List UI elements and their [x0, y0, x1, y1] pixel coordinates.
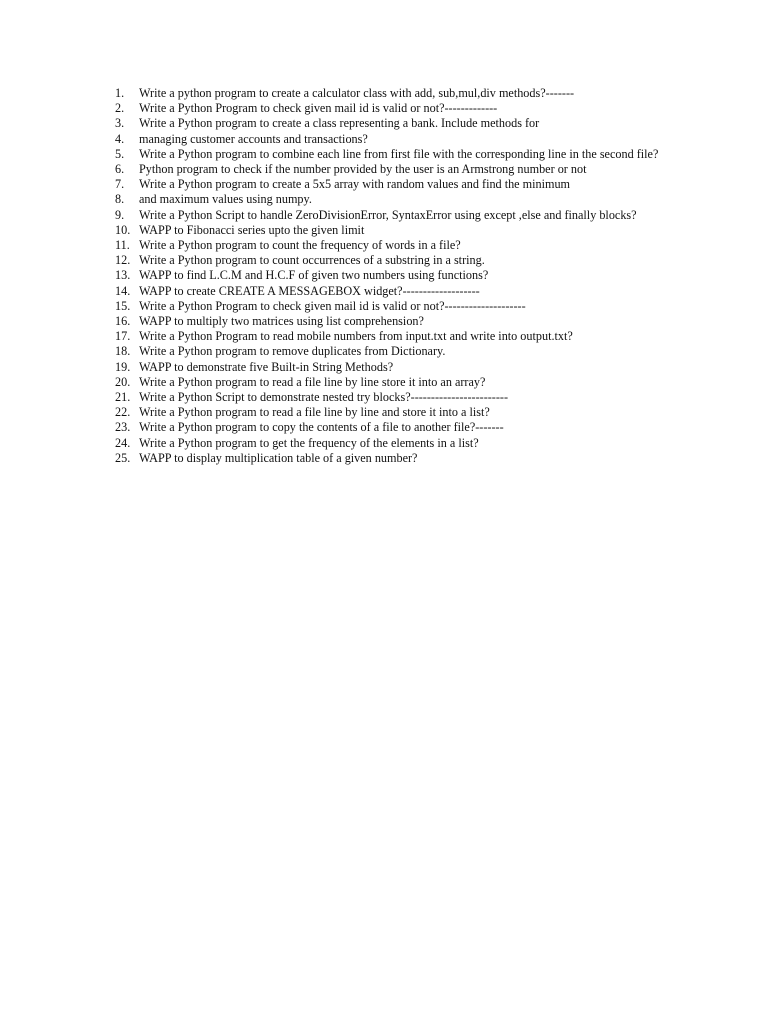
item-text: Write a Python program to count occurrences of a substring in a string.	[139, 253, 485, 268]
item-text: Write a Python program to read a file line by line store it into an array?	[139, 374, 486, 389]
item-number: 17.	[115, 329, 131, 344]
item-number: 25.	[115, 450, 131, 465]
list-item	[115, 86, 675, 101]
item-number: 20.	[115, 374, 131, 389]
item-number: 15.	[115, 298, 131, 313]
item-number: 6.	[115, 162, 125, 177]
list-item	[115, 329, 675, 344]
list-item	[115, 116, 675, 131]
list-item	[115, 375, 675, 390]
item-text: Write a Python Script to handle ZeroDivisionError, SyntaxError using except ,else and finally blocks?	[139, 207, 637, 222]
list-item	[115, 436, 675, 451]
list-item	[115, 268, 675, 283]
item-number: 2.	[115, 101, 125, 116]
list-item	[115, 132, 675, 147]
question-list	[115, 86, 675, 466]
item-number: 19.	[115, 359, 131, 374]
item-number: 13.	[115, 268, 131, 283]
item-text: WAPP to display multiplication table of a given number?	[139, 450, 418, 465]
item-text: WAPP to multiply two matrices using list comprehension?	[139, 314, 424, 329]
item-text: Write a python program to create a calculator class with add, sub,mul,div methods?-------	[139, 86, 575, 100]
item-text: WAPP to demonstrate five Built-in String Methods?	[139, 359, 394, 374]
item-number: 24.	[115, 435, 131, 450]
list-item	[115, 162, 675, 177]
list-item	[115, 177, 675, 192]
item-text: Write a Python program to create a 5x5 array with random values and find the minimum	[139, 177, 571, 192]
item-text: Write a Python Script to demonstrate nested try blocks?------------------------	[139, 390, 509, 405]
item-text: Write a Python Program to read mobile numbers from input.txt and write into output.txt?	[139, 329, 573, 344]
item-number: 3.	[115, 116, 125, 131]
list-item	[115, 390, 675, 405]
item-number: 8.	[115, 192, 125, 207]
list-item	[115, 208, 675, 223]
list-item	[115, 238, 675, 253]
list-item	[115, 284, 675, 299]
item-text: Write a Python Program to check given mail id is valid or not?--------------------	[139, 298, 526, 313]
item-number: 1.	[115, 86, 125, 100]
list-item	[115, 344, 675, 359]
item-number: 22.	[115, 405, 131, 420]
item-text: Write a Python program to read a file line by line and store it into a list?	[139, 405, 490, 420]
item-text: Python program to check if the number provided by the user is an Armstrong number or not	[139, 162, 587, 177]
item-text: Write a Python program to get the frequency of the elements in a list?	[139, 435, 479, 450]
item-text: WAPP to find L.C.M and H.C.F of given two numbers using functions?	[139, 268, 489, 283]
item-number: 4.	[115, 131, 125, 146]
item-number: 5.	[115, 146, 125, 161]
item-text: WAPP to Fibonacci series upto the given limit	[139, 222, 365, 237]
item-number: 7.	[115, 177, 125, 192]
list-item	[115, 360, 675, 375]
list-item	[115, 299, 675, 314]
list-item	[115, 420, 675, 435]
item-text: Write a Python program to count the frequency of words in a file?	[139, 238, 461, 253]
list-item	[115, 101, 675, 116]
list-item	[115, 405, 675, 420]
item-number: 14.	[115, 283, 131, 298]
item-number: 18.	[115, 344, 131, 359]
list-item	[115, 451, 675, 466]
list-item	[115, 253, 675, 268]
item-number: 21.	[115, 390, 131, 405]
item-text: and maximum values using numpy.	[139, 192, 312, 207]
item-text: Write a Python program to remove duplicates from Dictionary.	[139, 344, 446, 359]
item-text: managing customer accounts and transactions?	[139, 131, 368, 146]
item-text: Write a Python program to copy the contents of a file to another file?-------	[139, 420, 504, 435]
item-number: 12.	[115, 253, 131, 268]
item-number: 23.	[115, 420, 131, 435]
item-number: 16.	[115, 314, 131, 329]
list-item	[115, 223, 675, 238]
item-text: Write a Python program to create a class representing a bank. Include methods for	[139, 116, 540, 131]
list-item	[115, 192, 675, 207]
item-text: WAPP to create CREATE A MESSAGEBOX widget?-------------------	[139, 283, 480, 298]
item-number: 11.	[115, 238, 130, 253]
item-text: Write a Python Program to check given mail id is valid or not?-------------	[139, 101, 498, 116]
item-number: 10.	[115, 222, 131, 237]
item-text: Write a Python program to combine each line from first file with the corresponding line in the second file?	[139, 146, 659, 161]
item-number: 9.	[115, 207, 125, 222]
list-item	[115, 147, 675, 162]
list-item	[115, 314, 675, 329]
